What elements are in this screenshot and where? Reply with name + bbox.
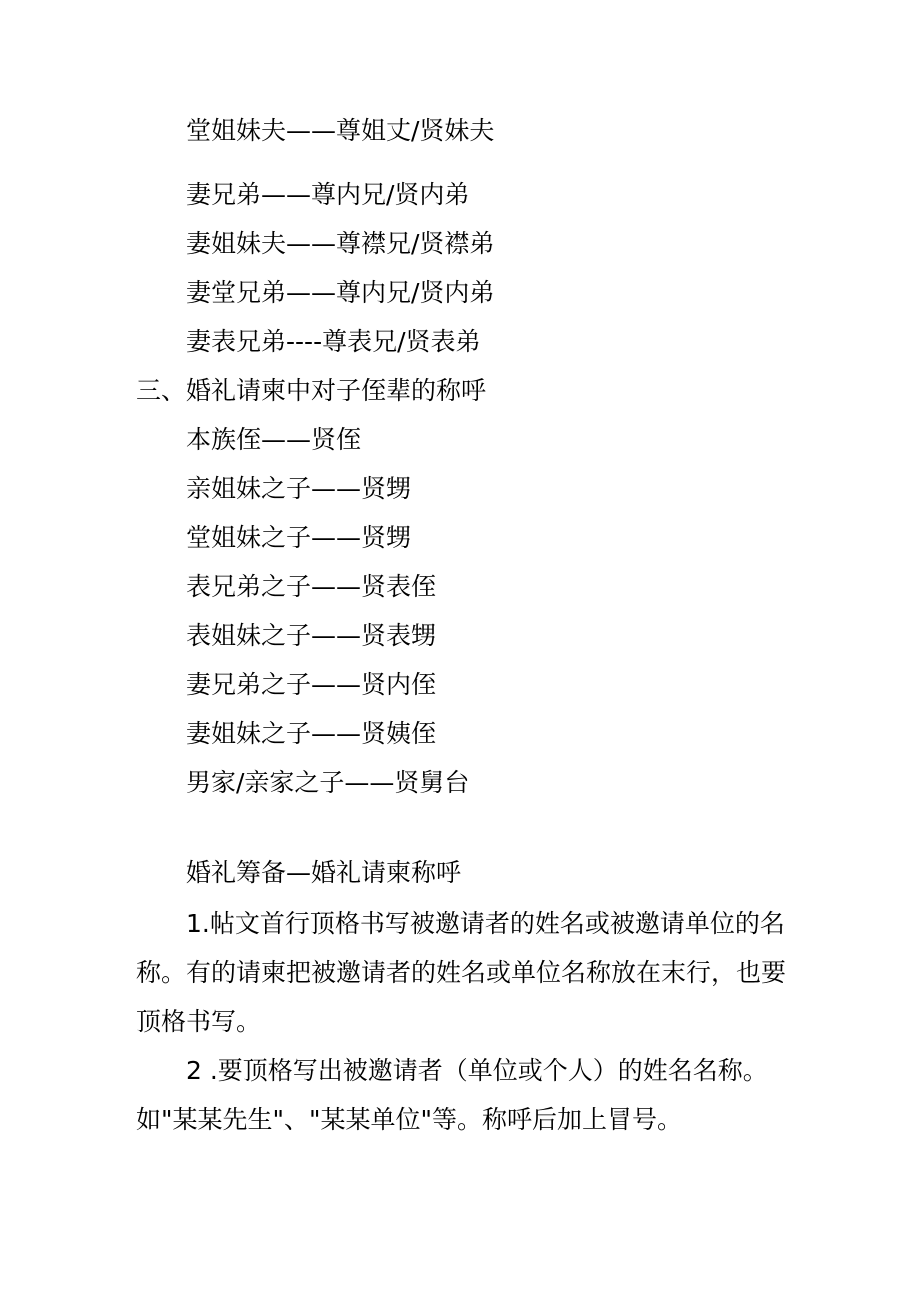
list-item: 表姐妹之子——贤表甥 — [186, 621, 437, 650]
list-item: 亲姐妹之子——贤甥 — [186, 474, 412, 503]
list-item: 妻表兄弟----尊表兄/贤表弟 — [186, 327, 481, 356]
list-item: 妻兄弟——尊内兄/贤内弟 — [186, 180, 470, 209]
paragraph: 1.帖文首行顶格书写被邀请者的姓名或被邀请单位的名称。有的请柬把被邀请者的姓名或单位名称放在末行，也要顶格书写。 — [136, 909, 787, 1036]
section-heading: 三、婚礼请柬中对子侄辈的称呼 — [136, 376, 487, 405]
list-item: 男家/亲家之子——贤舅台 — [186, 768, 470, 797]
list-item: 妻姐妹之子——贤姨侄 — [186, 719, 437, 748]
list-item: 妻姐妹夫——尊襟兄/贤襟弟 — [186, 229, 495, 258]
list-item: 妻堂兄弟——尊内兄/贤内弟 — [186, 278, 495, 307]
list-item: 表兄弟之子——贤表侄 — [186, 572, 437, 601]
article-title: 婚礼筹备—婚礼请柬称呼 — [186, 858, 462, 887]
list-item: 堂姐妹夫——尊姐丈/贤妹夫 — [186, 116, 495, 145]
list-item: 堂姐妹之子——贤甥 — [186, 523, 412, 552]
paragraph: 2 .要顶格写出被邀请者（单位或个人）的姓名名称。如"某某先生"、"某某单位"等。称呼后加上冒号。 — [136, 1056, 768, 1134]
list-item: 本族侄——贤侄 — [186, 425, 362, 454]
list-item: 妻兄弟之子——贤内侄 — [186, 670, 437, 699]
